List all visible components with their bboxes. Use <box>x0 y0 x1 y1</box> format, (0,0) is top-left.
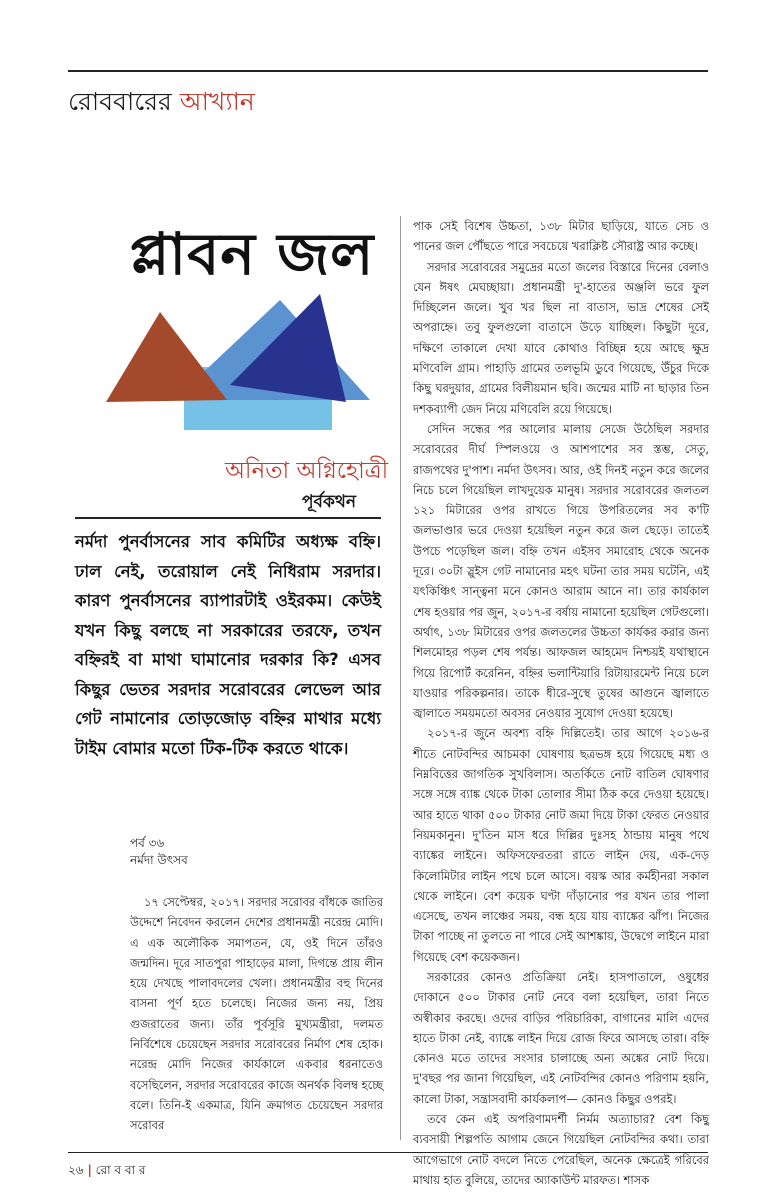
footer-separator: | <box>87 1163 92 1177</box>
section-header <box>68 82 255 125</box>
header-rule <box>68 70 708 72</box>
author-name: অনিতা অগ্নিহোত্রী <box>225 458 389 484</box>
paragraph: সরকারের কোনও প্রতিক্রিয়া নেই। হাসপাতালে, ওষুধের দোকানে ৫০০ টাকার নোট নেবে বলা হয়েছিল, তারা নিতে অস্বীকার করছে। ওদের বাড়ির পরিচারিকা, বাগানের মালি এদের হাতে টাকা নেই, ব্যাঙ্কে লাইন দিয়ে রোজ ফিরে আসছে তারা। বহ্নি কোনও মতে তাদের সংসার চালাচ্ছে অন্য অঙ্কের নোট দিয়ে। দু'বছর পর জানা গিয়েছিল, এই নোটবন্দির কোনও পরিণাম হয়নি, কালো টাকা, সন্ত্রাসবাদী কার্যকলাপ— কোনও কিছুর ওপরই। <box>413 969 709 1106</box>
column-divider <box>400 216 401 1140</box>
left-column <box>130 892 383 1136</box>
mountain-illustration <box>102 272 402 437</box>
page-footer <box>68 1162 146 1182</box>
header-accent: আখ্যান <box>179 87 255 116</box>
part-label <box>130 835 188 869</box>
article-title: প্লাবন জল <box>129 220 375 288</box>
pullquote: নর্মদা পুনর্বাসনের সাব কমিটির অধ্যক্ষ বহ্নি। ঢাল নেই, তরোয়াল নেই নিধিরাম সরদার। কারণ পুনর্বাসনের ব্যাপারটাই ওইরকম। কেউই যখন কিছু বলছে না সরকারের তরফে, তখন বহ্নিরই বা মাথা ঘামানোর দরকার কি? এসব কিছুর ভেতর সরদার সরোবরের লেভেল আর গেট নামানোর তোড়জোড় বহ্নির মাথার মধ্যে টাইম বোমার মতো টিক-টিক করতে থাকে। <box>75 532 381 758</box>
pullquote-top-rule <box>75 517 381 519</box>
header-prefix: রোববারের <box>68 87 172 116</box>
section-label: পূর্বকথন <box>302 492 357 512</box>
paragraph: সেদিন সন্ধের পর আলোর মালায় সেজে উঠেছিল সরদার সরোবরের দীর্ঘ স্পিলওয়ে ও আশপাশের সব স্তম্ভ, সেতু, রাজপথের দু'পাশ। নর্মদা উৎসব। আর, ওই দিনই নতুন করে জলের নিচে চলে গিয়েছিল লাখদুয়েক মানুষ। সরদার সরোবরের জলতল ১২১ মিটারের ওপর রাখতে গিয়ে উপরিতলের সব ক'টি জলভাণ্ডার ভরে দেওয়া হয়েছিল নতুন করে জল ছেড়ে। তাতেই উপচে পড়েছিল জল। বহ্নি তখন এইসব সমারোহ থেকে অনেক দূরে। ৩০টা স্লুইস গেট নামানোর মহৎ ঘটনা তার সময় ঘটেনি, এই যৎকিঞ্চিৎ সান্ত্বনা মনে কোনও আরাম আনে না। তার কার্যকাল শেষ হওয়ার পর জুন, ২০১৭-র বর্ষায় নামানো হয়েছিল গেটগুলো। অর্থাৎ, ১৩৮ মিটারের ওপর জলতলের উচ্চতা কার্যকর করার জন্য শিলমোহর পড়ল শেষ পর্যন্ত। আফজল আহমেদ নিশ্চয়ই যথাস্থানে গিয়ে রিপোর্ট করেনিন, বহ্নির ভলান্টিয়ারি রিটায়ারমেন্ট নিয়ে চলে যাওয়ার পরিকল্পনার। তাকে ধীরে-সুস্থে তুষের আগুনে জ্বালাতে জ্বালাতে সময়মতো অবসর নেওয়ার সুযোগ দেওয়া হয়েছে। <box>413 421 709 721</box>
paragraph: পাক সেই বিশেষ উচ্চতা, ১৩৮ মিটার ছাড়িয়ে, যাতে সেচ ও পানের জল পৌঁছতে পারে সবচেয়ে খরাক্লিষ্ট সৌরাষ্ট্র আর কচ্ছে। <box>413 219 709 254</box>
brown-triangle <box>106 312 227 402</box>
paragraph: সরদার সরোবরের সমুদ্রের মতো জলের বিস্তারে দিনের বেলাও যেন ঈষৎ মেঘচ্ছায়া। প্রধানমন্ত্রী দু'-হাতের অঞ্জলি ভরে ফুল দিচ্ছিলেন জলে। খুব খর ছিল না বাতাস, ভাদ্র শেষের সেই অপরাহ্নে। তবু ফুলগুলো বাতাসে উড়ে যাচ্ছিল। কিছুটা দূরে, দক্ষিণে তাকালে দেখা যাবে কোথাও বিচ্ছিন্ন হয়ে আছে ক্ষুদ্র মণিবেলি গ্রাম। পাহাড়ি গ্রামের তলভূমি ডুবে গিয়েছে, উঁচুর দিকে কিছু ঘরদুয়ার, গ্রামের বিলীয়মান ছবি। জন্মের মাটি না ছাড়ার তিন দশকব্যাপী জেদ নিয়ে মণিবেলি রয়ে গিয়েছে। <box>413 259 709 416</box>
paragraph: ১৭ সেপ্টেম্বর, ২০১৭। সরদার সরোবর বাঁধকে জাতির উদ্দেশে নিবেদন করলেন দেশের প্রধানমন্ত্রী নরেন্দ্র মোদি। এ এক অলৌকিক সমাপতন, যে, ওই দিনে তাঁরও জন্মদিন। দূরে সাতপুরা পাহাড়ের মালা, দিগন্তে প্রায় লীন হয়ে দেখছে পালাবদলের খেলা। প্রধানমন্ত্রীর বহু দিনের বাসনা পূর্ণ হতে চলেছে। নিজের জন্য নয়, প্রিয় গুজরাতের জন্য। তাঁর পূর্বসূরি মুখ্যমন্ত্রীরা, দলমত নির্বিশেষে চেয়েছেন সরদার সরোবরের নির্মাণ শেষ হোক। নরেন্দ্র মোদি নিজের কার্যকালে একবার ধরনাতেও বসেছিলেন, সরদার সরোবরের কাজে অনর্থক বিলম্ব হচ্ছে বলে। তিনি-ই একমাত্র, যিনি ক্রমাগত চেয়েছেন সরদার সরোবর <box>130 895 383 1133</box>
right-column <box>413 216 709 1190</box>
paragraph: তবে কেন এই অপরিণামদর্শী নির্মম অত্যাচার? বেশ কিছু ব্যবসায়ী শিল্পপতি আগাম জেনে গিয়েছিল নোটবন্দির কথা। তারা আগেভাগে নোট বদলে নিতে পেরেছিল, অনেক ক্ষেত্রেই গরিবের মাথায় হাত বুলিয়ে, তাদের অ্যাকাউন্ট মারফত। শাসক <box>413 1112 709 1187</box>
magazine-name: রো ব বা র <box>95 1163 146 1177</box>
page-number: ২৬ <box>68 1163 84 1177</box>
paragraph: ২০১৭-র জুনে অবশ্য বহ্নি দিল্লিতেই। তার আগে ২০১৬-র শীতে নোটবন্দির আচমকা ঘোষণায় ছত্রভঙ্গ হয়ে গিয়েছে মধ্য ও নিম্নবিত্তের জাগতিক সুখবিলাস। অতর্কিতে নোট বাতিল ঘোষণার সঙ্গে সঙ্গে ব্যাঙ্ক থেকে টাকা তোলার সীমা ঠিক করে দেওয়া হয়েছে। আর হাতে থাকা ৫০০ টাকার নোট জমা দিয়ে টাকা ফেরত নেওয়ার নিয়মকানুন। দু'তিন মাস ধরে দিল্লির দুঃসহ ঠান্ডায় মানুষ পথে ব্যাঙ্কের লাইনে। অফিসফেরতরা রাতে লাইন দেয়, এক-দেড় কিলোমিটার লাইন পথে চলে আসে। বয়স্ক আর কর্মহীনরা সকাল থেকে লাইনে। বেশ কয়েক ঘণ্টা দাঁড়ানোর পর যখন তার পালা এসেছে, তখন লাঞ্চের সময়, বন্ধ হয়ে যায় ব্যাঙ্কের ঝাঁপ। নিজের টাকা পাচ্ছে না তুলতে না পারে সেই আশঙ্কায়, উদ্বেগে লাইনে মারা গিয়েছে বেশ কয়েকজন। <box>413 726 709 964</box>
part-title: নর্মদা উৎসব <box>130 853 188 867</box>
part-number: পর্ব ৩৬ <box>130 836 165 850</box>
footer-rule <box>68 1152 708 1153</box>
